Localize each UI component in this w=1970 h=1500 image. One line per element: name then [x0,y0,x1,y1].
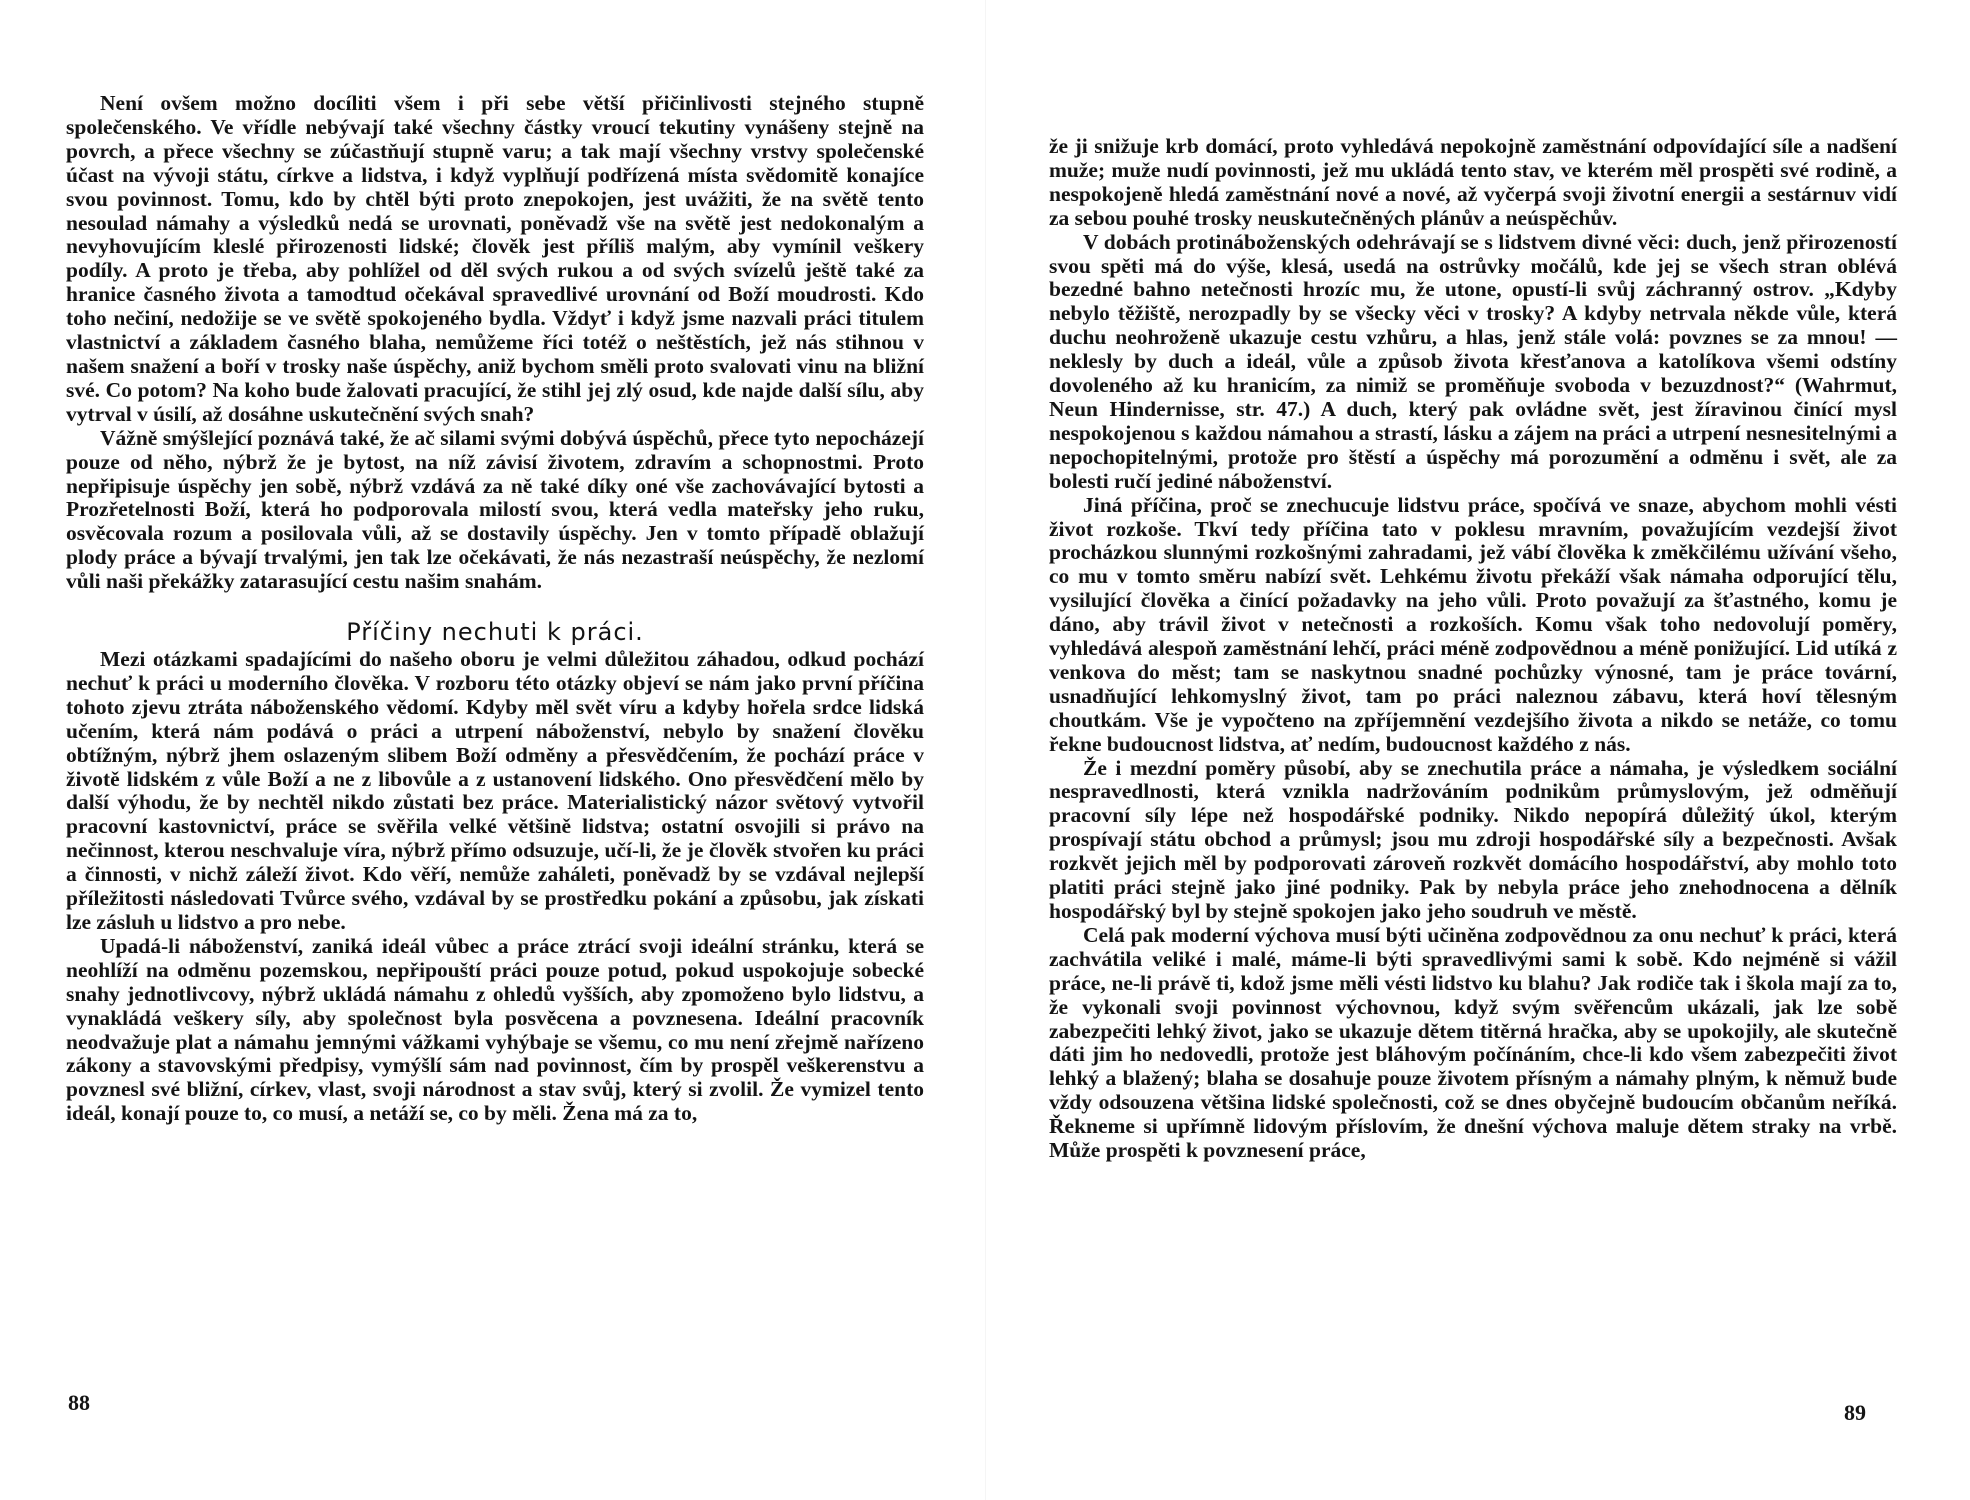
paragraph: Jiná příčina, proč se znechucuje lidstvu práce, spočívá ve snaze, abychom mohli vésti život rozkoše. Tkví tedy příčina tato v poklesu mravním, považujícím vezdejší život procházkou slunnými rozkošnými zahradami, jež vábí člověka k změkčilému užívání všeho, co mu v tomto směru nabízí svět. Lehkému životu překáží však námaha odporující tělu, vysilující člověka a činící požadavky na jeho vůli. Proto považují za šťastného, komu je dáno, aby trávil život v netečnosti a rozkoších. Komu však toho nedovolují poměry, vyhledává alespoň zaměstnání lehčí, práci méně zodpovědnou a méně ponižující. Lid utíká z venkova do měst; tam se naskytnou snadné pochůzky výnosné, tam je práce tovární, usnadňující lehkomyslný život, tam po práci naleznou zábavu, která hoví tělesným choutkám. Vše je vypočteno na zpříjemnění vezdejšího života a nikdo se netáže, co tomu řekne budoucnost lidstva, ať nedím, budoucnost každého z nás. [1049,492,1897,756]
right-text-column [1049,135,1897,1163]
paragraph: Vážně smýšlející poznává také, že ač silami svými dobývá úspěchů, přece tyto nepocházejí pouze od něho, nýbrž že je bytost, na níž závisí životem, zdravím a schopnostmi. Proto nepřipisuje úspěchy jen sobě, nýbrž vzdává za ně také díky oné vše zachovávající bytosti a Prozřetelnosti Boží, která ho podporovala milostí svou, která vedla mateřsky jeho ruku, osvěcovala rozum a posilovala vůli, až se dostavily úspěchy. Jen v tomto případě oblažují plody práce a bývají trvalými, jen tak lze očekávati, že nás nezastraší neúspěchy, že nezlomí vůli naši překážky zatarasující cestu našim snahám. [66,425,924,594]
paragraph: že ji snižuje krb domácí, proto vyhledává nepokojně zaměstnání odpovídající síle a nadšení muže; muže nudí povinnosti, jež mu ukládá tento stav, ve kterém měl prospěti své rodině, a nespokojeně hledá zaměstnání nové a nové, až vyčerpá svoji životní energii a sestárnuv vidí za sebou pouhé trosky neuskutečněných plánův a neúspěchův. [1049,134,1897,230]
paragraph: Mezi otázkami spadajícími do našeho oboru je velmi důležitou záhadou, odkud pochází nechuť k práci u moderního člověka. V rozboru této otázky objeví se nám jako první příčina tohoto zjevu ztráta náboženského vědomí. Kdyby měl svět víru a kdyby hořela srdce lidská učením, která nám podává o práci a utrpení náboženství, nebylo by snažení člověku obtížným, nýbrž jhem oslazeným slibem Boží odměny a přesvědčením, že pochází práce v životě lidském z vůle Boží a ne z libovůle a z ustanovení lidského. Ono přesvědčení mělo by další výhodu, že by nechtěl nikdo zůstati bez práce. Materialistický názor světový vytvořil pracovní kastovnictví, práce se svěřila velké většině lidstva; ostatní osvojili si právo na nečinnost, kterou neschvaluje víra, nýbrž přímo odsuzuje, učí-li, že je člověk stvořen ku práci a činnosti, v nichž záleží život. Kdo věří, nemůže zaháleti, poněvadž by se vzdával nejlepší příležitosti následovati Tvůrce svého, vzdával by se prostředku pokání a způsobu, jak získati lze zásluh u lidstvo a pro nebe. [66,647,924,934]
paragraph: Celá pak moderní výchova musí býti učiněna zodpovědnou za onu nechuť k práci, která zachvátila veliké i malé, máme-li býti spravedlivými sami k sobě. Kdo nejméně si vážil práce, ne-li právě ti, kdož jsme měli vésti lidstvo ku blahu? Jak rodiče tak i škola mají za to, že vykonali svoji povinnost výchovnou, když svým svěřencům ukázali, jak lze sobě zabezpečiti lehký život, jako se ukazuje dětem titěrná hračka, aby se upokojily, ale skutečně dáti jim ho nedovedli, protože jest bláhovým počínáním, chce-li kdo všem zabezpečiti život lehký a blažený; blaha se dosahuje pouze životem přísným a námahy plným, k němuž bude vždy odsouzena většina lidské společnosti, což se dnes obyčejně budoucím občanům neříká. Řekneme si upřímně lidovým příslovím, že dnešní výchova maluje dětem straky na vrbě. Může prospěti k povznesení práce, [1049,922,1897,1163]
page-number: 88 [68,1390,90,1415]
paragraph: Upadá-li náboženství, zaniká ideál vůbec a práce ztrácí svoji ideální stránku, která se neohlíží na odměnu pozemskou, nepřipouští práci pouze potud, pokud uspokojuje sobecké snahy jednotlivcovy, nýbrž ukládá námahu z ohledů vyšších, aby zpomoženo bylo lidstvu, a vynakládá veškery síly, aby společnost byla posvěcena a povznesena. Ideální pracovník neodvažuje plat a námahu jemnými vážkami vyhýbaje se všemu, co mu není zřejmě nařízeno zákony a stavovskými předpisy, vymýšlí sám nad povinnost, čím by prospěl veškerenstvu a povznesl své bližní, církev, vlast, svoji národnost a stav svůj, který si zvolil. Že vymizel tento ideál, konají pouze to, co musí, a netáží se, co by měli. Žena má za to, [66,933,924,1126]
section-heading: Příčiny nechuti k práci. [346,618,644,647]
paragraph: Že i mezdní poměry působí, aby se znechutila práce a námaha, je výsledkem sociální nespravedlnosti, která vznikla nadržováním podnikům průmyslovým, jež odměňují pracovní síly lépe než hospodářské podniky. Nikdo nepopírá důležitý úkol, kterým prospívají státu obchod a průmysl; jsou mu zdroji hospodářské síly a bezpečnosti. Avšak rozkvět jejich měl by podporovati zároveň rozkvět domácího hospodářství, aby mohlo toto platiti práci stejně jako jiné podniky. Pak by nebyla práce jeho znehodnocena a dělník hospodářský byl by stejně spokojen jako jeho soudruh ve městě. [1049,755,1897,923]
left-text-column [66,92,924,1126]
paragraph: Není ovšem možno docíliti všem i při sebe větší přičinlivosti stejného stupně společenského. Ve vřídle nebývají také všechny částky vroucí tekutiny vynášeny stejně na povrch, a přece všechny se zúčastňují stupně varu; a tak mají všechny vrstvy společenské účast na vývoji státu, církve a lidstva, i když vyplňují podřízená místa svědomitě konajíce svou povinnost. Tomu, kdo by chtěl býti proto znepokojen, jest uvážiti, že na světě tento nesoulad námahy a výsledků nedá se urovnati, poněvadž vše na světě jest nedokonalým a nevyhovujícím kleslé přirozenosti lidské; člověk jest příliš malým, aby vymínil veškery podíly. A proto je třeba, aby pohlížel od děl svých rukou a od svých svízelů ještě také za hranice časného života a tamodtud očekával spravedlivé urovnání od Boží moudrosti. Kdo toho nečiní, nedožije se ve světě spokojeného bydla. Vždyť i když jsme nazvali práci titulem vlastnictví a základem časného blaha, nemůžeme říci totéž o neštěstích, jež nás stihnou v našem snažení a boří v trosky naše úspěchy, aniž bychom směli proto svalovati vinu na bližní své. Co potom? Na koho bude žalovati pracující, že stihl jej zlý osud, kde najde další sílu, aby vytrval v úsilí, až dosáhne uskutečnění svých snah? [66,91,924,426]
paragraph: V dobách protináboženských odehrávají se s lidstvem divné věci: duch, jenž přirozeností svou spěti má do výše, klesá, usedá na ostrůvky močálů, kde jej se všech stran oblévá bezedné bahno netečnosti hrozíc mu, že utone, opustí-li svůj záchranný ostrov. „Kdyby nebylo těžiště, nerozpadly by se všecky věci v trosky? A kdyby netrvala někde vůle, která duchu neohroženě ukazuje cestu vzhůru, a hlas, jenž stále volá: povznes se za mnou! — neklesly by duch a ideál, vůle a způsob života křesťanova a katolíkova všemi odstíny dovoleného až ku hranicím, za nimiž se proměňuje svoboda v bezuzdnost?“ (Wahrmut, Neun Hindernisse, str. 47.) A duch, který pak ovládne svět, jest žíravinou činící mysl nespokojenou s každou námahou a strastí, lásku a zájem na práci a utrpení nesnesitelnými a nepochopitelnými, protože pro štěstí a úspěchy má porozumění a odměnu i svět, ale za bolesti ručí jediné náboženství. [1049,229,1897,493]
page-number: 89 [1844,1400,1866,1425]
right-page [985,0,1970,1500]
